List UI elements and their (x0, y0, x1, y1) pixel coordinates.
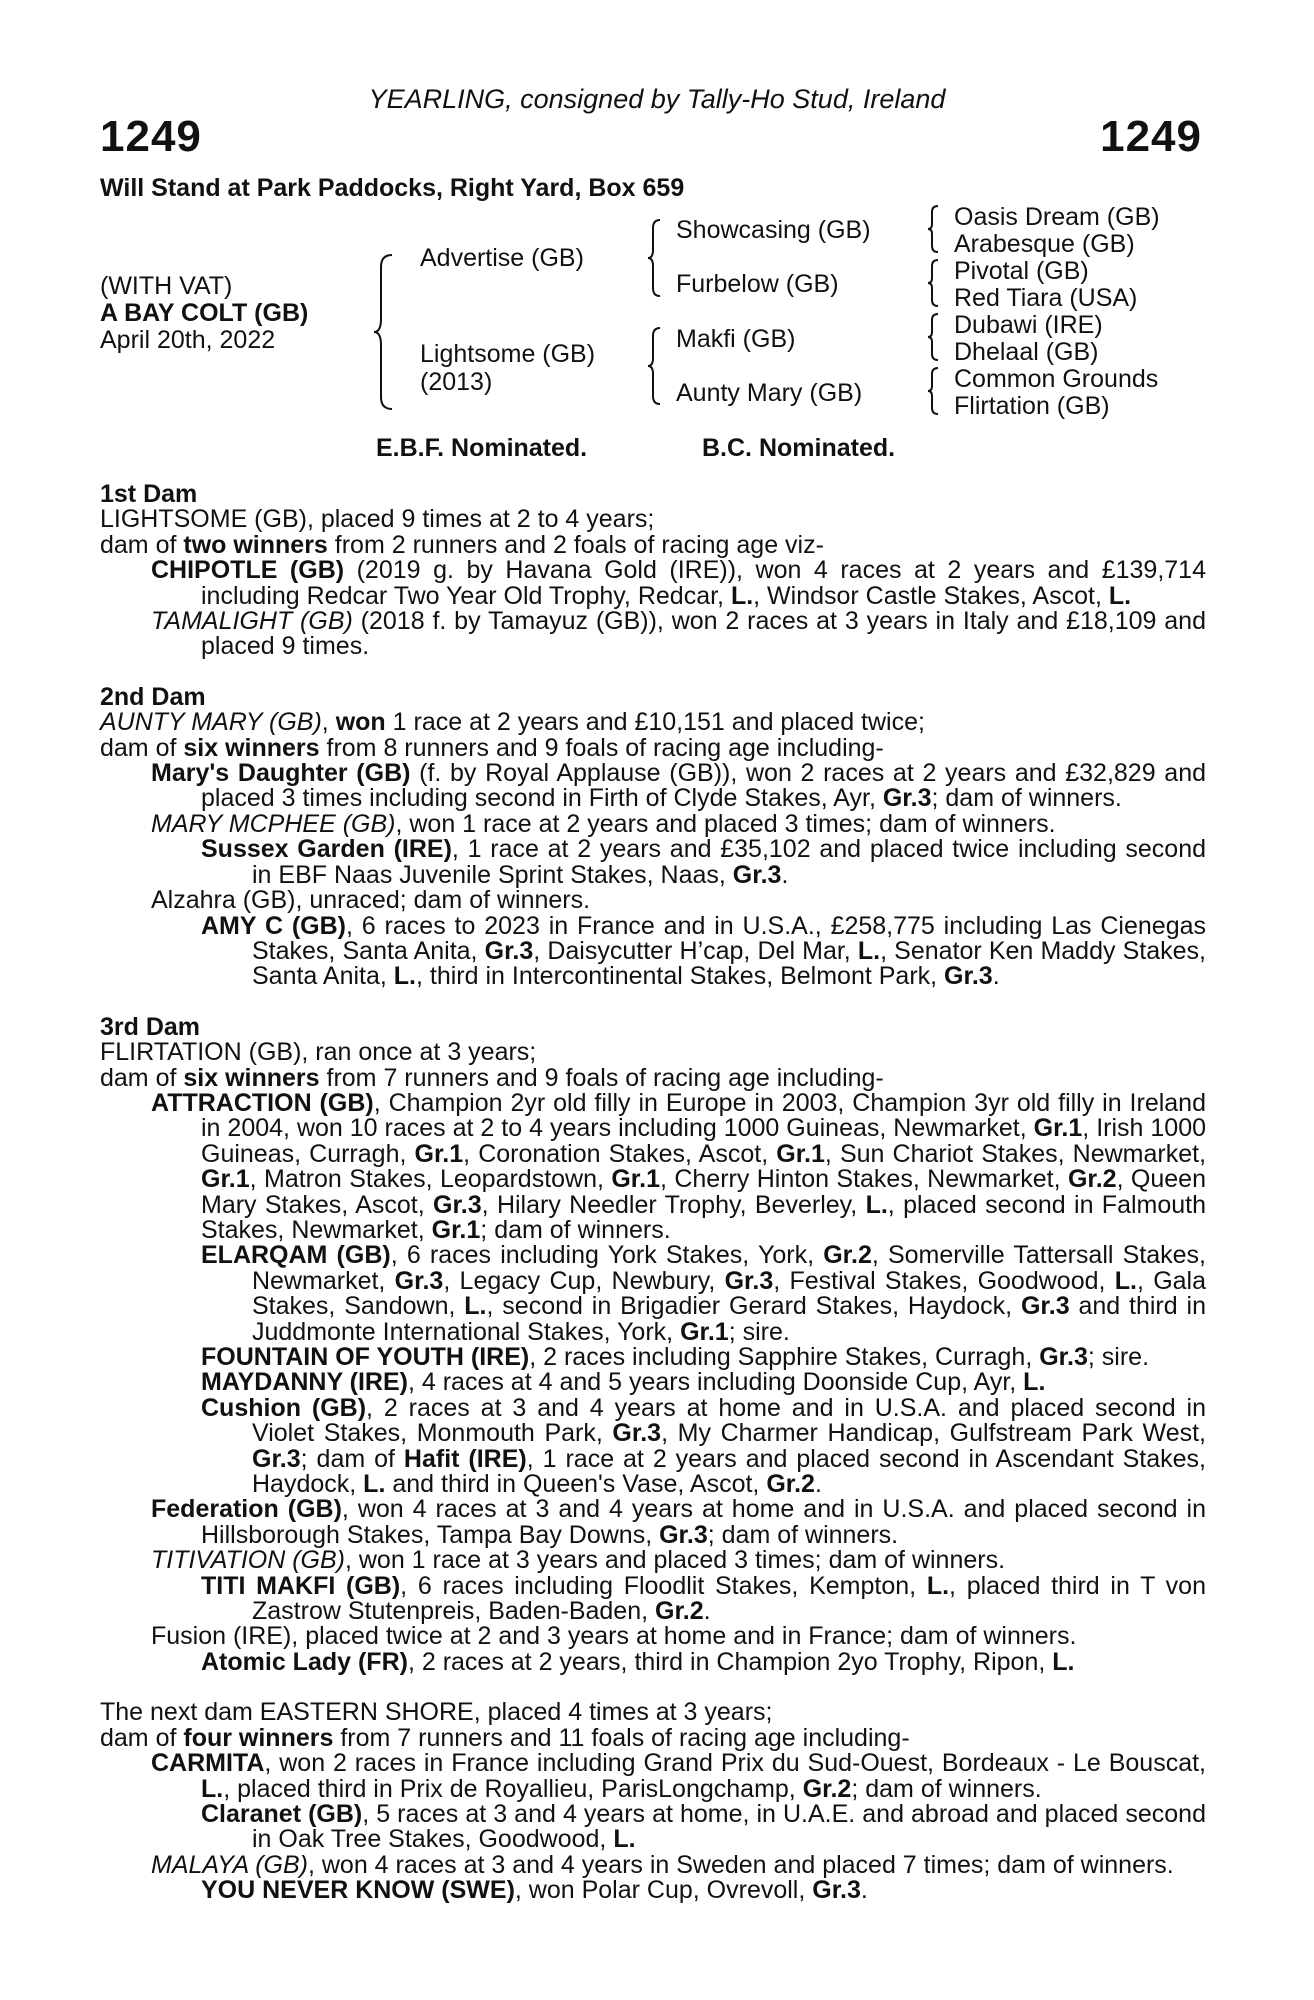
next-dam-line: The next dam EASTERN SHORE, placed 4 times at 3 years; (100, 1698, 773, 1727)
produce-cushion: Cushion (GB), 2 races at 3 and 4 years at home and in U.S.A. and placed second in Violet Stakes, Monmouth Park, Gr.3, My Charmer Handicap, Gulfstream Park West, Gr.3; dam of Hafit (IRE), 1 race at 2 years and placed second in Ascendant Stakes, Haydock, L. and third in Queen's Vase, Ascot, Gr.2. (201, 1393, 1207, 1499)
gg-5: Dubawi (IRE) (954, 311, 1103, 339)
produce-attraction: ATTRACTION (GB), Champion 2yr old filly in Europe in 2003, Champion 3yr old filly in Ireland in 2004, won 10 races at 2 to 4 years including 1000 Guineas, Newmarket, Gr.1, Irish 1000 Guineas, Curragh, Gr.1, Coronation Stakes, Ascot, Gr.1, Sun Chariot Stakes, Newmarket, Gr.1, Matron Stakes, Leopardstown, Gr.1, Cherry Hinton Stakes, Newmarket, Gr.2, Queen Mary Stakes, Ascot, Gr.3, Hilary Needler Trophy, Beverley, L., placed second in Falmouth Stakes, Newmarket, Gr.1; dam of winners. (151, 1088, 1207, 1244)
gg-1: Oasis Dream (GB) (954, 203, 1160, 231)
dam-dam: Aunty Mary (GB) (676, 379, 863, 407)
catalogue-body (100, 482, 1206, 1904)
dam-year: (2013) (420, 368, 493, 396)
g-brace-1 (926, 204, 940, 254)
produce-alzahra: Alzahra (GB), unraced; dam of winners. (151, 886, 591, 915)
vat-note: (WITH VAT) (100, 272, 233, 300)
dam-name: Lightsome (GB) (420, 340, 596, 368)
first-dam-produce: dam of two winners from 2 runners and 2 foals of racing age viz- (100, 530, 824, 559)
third-dam-heading: 3rd Dam (100, 1012, 201, 1041)
gg-4: Red Tiara (USA) (954, 284, 1138, 312)
consignor-line: YEARLING, consigned by Tally-Ho Stud, Ireland (368, 84, 946, 114)
stand-location: Will Stand at Park Paddocks, Right Yard, Box 659 (100, 174, 685, 202)
produce-claranet: Claranet (GB), 5 races at 3 and 4 years at home, in U.A.E. and abroad and placed second in Oak Tree Stakes, Goodwood, L. (201, 1799, 1206, 1854)
main-brace (372, 253, 394, 411)
lot-number-left: 1249 (100, 112, 202, 161)
produce-fusion: Fusion (IRE), placed twice at 2 and 3 years at home and in France; dam of winners. (151, 1622, 1077, 1651)
ebf-nominated: E.B.F. Nominated. (376, 434, 588, 462)
first-dam-heading: 1st Dam (100, 480, 198, 508)
produce-tamalight: TAMALIGHT (GB) (2018 f. by Tamayuz (GB)), won 2 races at 3 years in Italy and £18,109 and placed 9 times. (151, 607, 1206, 661)
produce-titi-makfi: TITI MAKFI (GB), 6 races including Floodlit Stakes, Kempton, L., placed third in T von Zastrow Stutenpreis, Baden-Baden, Gr.2. (201, 1571, 1206, 1626)
g-brace-4 (926, 366, 940, 416)
gg-2: Arabesque (GB) (954, 230, 1135, 258)
g-brace-3 (926, 312, 940, 362)
produce-marys-daughter: Mary's Daughter (GB) (f. by Royal Applause (GB)), won 2 races at 2 years and £32,829 and placed 3 times including second in Firth of Clyde Stakes, Ayr, Gr.3; dam of winners. (151, 759, 1206, 813)
first-dam-line: LIGHTSOME (GB), placed 9 times at 2 to 4 years; (100, 505, 655, 534)
third-dam-line: FLIRTATION (GB), ran once at 3 years; (100, 1038, 537, 1067)
lot-number-right: 1249 (1100, 112, 1202, 161)
gg-7: Common Grounds (954, 365, 1159, 393)
produce-federation: Federation (GB), won 4 races at 3 and 4 years at home and in U.S.A. and placed second in Hillsborough Stakes, Tampa Bay Downs, Gr.3; dam of winners. (151, 1495, 1206, 1549)
produce-mary-mcphee: MARY MCPHEE (GB), won 1 race at 2 years and placed 3 times; dam of winners. (151, 809, 1056, 838)
sire-brace (646, 218, 662, 298)
produce-fountain-of-youth: FOUNTAIN OF YOUTH (IRE), 2 races including Sapphire Stakes, Curragh, Gr.3; sire. (201, 1343, 1150, 1371)
bc-nominated: B.C. Nominated. (702, 434, 896, 462)
produce-elarqam: ELARQAM (GB), 6 races including York Stakes, York, Gr.2, Somerville Tattersall Stakes, Newmarket, Gr.3, Legacy Cup, Newbury, Gr.3, Festival Stakes, Goodwood, L., Gala Stakes, Sandown, L., second in Brigadier Gerard Stakes, Haydock, Gr.3 and third in Juddmonte International Stakes, York, Gr.1; sire. (201, 1241, 1207, 1346)
dam-brace (646, 326, 662, 406)
gg-6: Dhelaal (GB) (954, 338, 1099, 366)
second-dam-line: AUNTY MARY (GB), won 1 race at 2 years and £10,151 and placed twice; (100, 708, 925, 737)
sire-name: Advertise (GB) (420, 244, 584, 272)
produce-you-never-know: YOU NEVER KNOW (SWE), won Polar Cup, Ovrevoll, Gr.3. (201, 1876, 868, 1905)
produce-malaya: MALAYA (GB), won 4 races at 3 and 4 years in Sweden and placed 7 times; dam of winners. (151, 1850, 1174, 1879)
horse-name: A BAY COLT (GB) (100, 299, 309, 327)
produce-maydanny: MAYDANNY (IRE), 4 races at 4 and 5 years including Doonside Cup, Ayr, L. (201, 1368, 1046, 1397)
second-dam-heading: 2nd Dam (100, 682, 206, 711)
foaling-date: April 20th, 2022 (100, 326, 276, 354)
produce-atomic-lady: Atomic Lady (FR), 2 races at 2 years, third in Champion 2yo Trophy, Ripon, L. (201, 1647, 1075, 1676)
produce-sussex-garden: Sussex Garden (IRE), 1 race at 2 years and £35,102 and placed twice including second in EBF Naas Juvenile Sprint Stakes, Naas, Gr.3. (201, 835, 1206, 889)
next-dam-produce: dam of four winners from 7 runners and 11 foals of racing age including- (100, 1723, 910, 1752)
sire-dam: Furbelow (GB) (676, 270, 839, 298)
dam-sire: Makfi (GB) (676, 325, 796, 353)
produce-carmita: CARMITA, won 2 races in France including Grand Prix du Sud-Ouest, Bordeaux - Le Bouscat, L., placed third in Prix de Royallieu, ParisLongchamp, Gr.2; dam of winners. (151, 1749, 1206, 1803)
produce-titivation: TITIVATION (GB), won 1 race at 3 years and placed 3 times; dam of winners. (151, 1546, 1006, 1575)
produce-amy-c: AMY C (GB), 6 races to 2023 in France and in U.S.A., £258,775 including Las Cienegas Stakes, Santa Anita, Gr.3, Daisycutter H’cap, Del Mar, L., Senator Ken Maddy Stakes, Santa Anita, L., third in Intercontinental Stakes, Belmont Park, Gr.3. (201, 911, 1206, 991)
sire-sire: Showcasing (GB) (676, 216, 871, 244)
second-dam-produce: dam of six winners from 8 runners and 9 foals of racing age including- (100, 733, 884, 762)
third-dam-produce: dam of six winners from 7 runners and 9 foals of racing age including- (100, 1063, 884, 1092)
gg-3: Pivotal (GB) (954, 257, 1089, 285)
produce-chipotle: CHIPOTLE (GB) (2019 g. by Havana Gold (IRE)), won 4 races at 2 years and £139,714 including Redcar Two Year Old Trophy, Redcar, L., Windsor Castle Stakes, Ascot, L. (151, 556, 1206, 610)
gg-8: Flirtation (GB) (954, 392, 1110, 420)
g-brace-2 (926, 258, 940, 308)
